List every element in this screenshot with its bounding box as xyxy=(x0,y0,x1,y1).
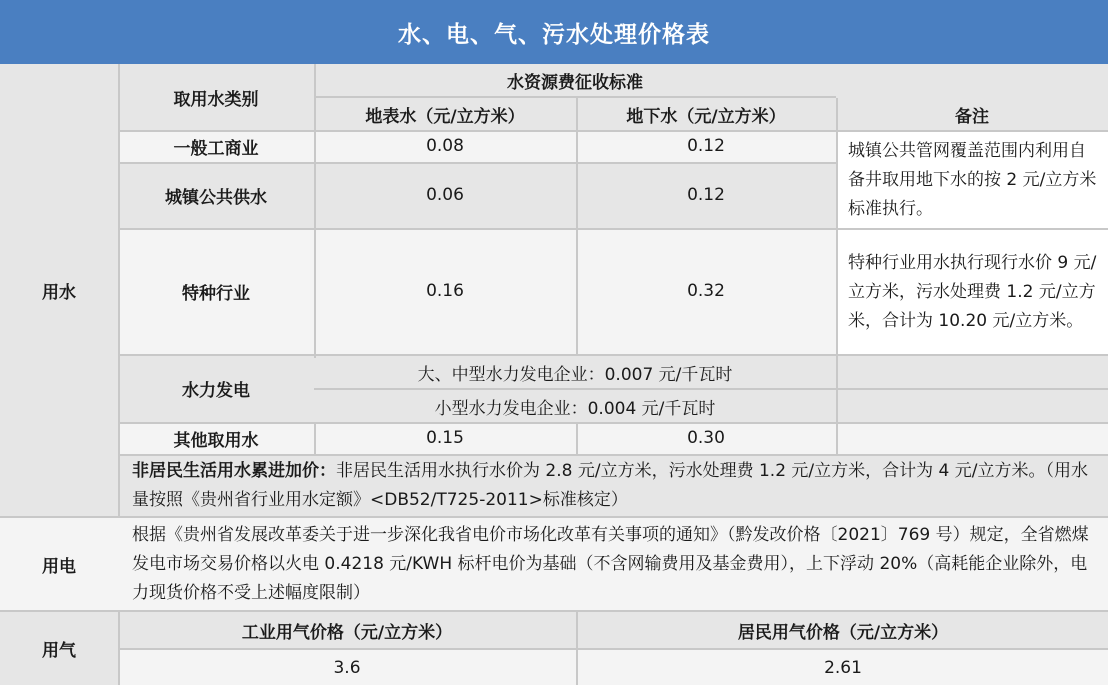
category-header: 取用水类别 xyxy=(173,89,259,110)
surface-value-other: 0.15 xyxy=(426,428,464,448)
note-header: 备注 xyxy=(955,106,989,127)
ground-water-header: 地下水（元/立方米） xyxy=(626,106,786,127)
table-title: 水、电、气、污水处理价格表 xyxy=(0,0,1108,64)
surcharge-text: 非居民生活用水执行水价为 2.8 元/立方米，污水处理费 1.2 元/立方米，合计为 4 元/立方米。（用水量按照《贵州省行业用水定额》<DB52/T725-2011>标准核定） xyxy=(132,460,1088,510)
residential-gas-header: 居民用气价格（元/立方米） xyxy=(737,622,949,643)
row-label-general: 一般工商业 xyxy=(173,138,259,159)
row-label-other: 其他取用水 xyxy=(173,430,259,451)
hydro-large: 大、中型水力发电企业：0.007 元/千瓦时 xyxy=(417,364,733,385)
hydro-small: 小型水力发电企业：0.004 元/千瓦时 xyxy=(434,398,716,419)
ground-value-other: 0.30 xyxy=(687,428,725,448)
ground-value-public: 0.12 xyxy=(687,185,725,205)
electricity-section-label: 用电 xyxy=(42,556,76,577)
ground-value-general: 0.12 xyxy=(687,136,725,156)
electricity-text: 根据《贵州省发展改革委关于进一步深化我省电价市场化改革有关事项的通知》（黔发改价格〔2021〕769 号）规定，全省燃煤发电市场交易价格以火电 0.4218 元/KWH 标杆电价为基础（不含网输费用及基金费用），上下浮动 20%（高耗能企业除外，电力现货价格不受上述幅度限制） xyxy=(132,524,1089,603)
water-section-label: 用水 xyxy=(42,282,76,303)
surface-value-special: 0.16 xyxy=(426,281,464,301)
residential-gas-value: 2.61 xyxy=(824,657,862,678)
surface-water-header: 地表水（元/立方米） xyxy=(365,106,525,127)
row-label-hydro: 水力发电 xyxy=(182,380,250,401)
row-label-special: 特种行业 xyxy=(182,283,250,304)
note-special: 特种行业用水执行现行水价 9 元/立方米，污水处理费 1.2 元/立方米，合计为 10.20 元/立方米。 xyxy=(848,252,1097,331)
industrial-gas-header: 工业用气价格（元/立方米） xyxy=(241,622,453,643)
row-label-public: 城镇公共供水 xyxy=(165,187,267,208)
standard-header: 水资源费征收标准 xyxy=(507,73,643,93)
ground-value-special: 0.32 xyxy=(687,281,725,301)
surcharge-label: 非居民生活用水累进加价： xyxy=(132,460,336,481)
surcharge-cell xyxy=(120,455,1104,516)
gas-section-label: 用气 xyxy=(42,641,76,661)
surface-value-general: 0.08 xyxy=(426,136,464,156)
surface-value-public: 0.06 xyxy=(426,185,464,205)
industrial-gas-value: 3.6 xyxy=(333,657,361,678)
surcharge-paragraph xyxy=(132,457,1104,515)
note-self-well: 城镇公共管网覆盖范围内利用自备井取用地下水的按 2 元/立方米标准执行。 xyxy=(848,140,1097,219)
